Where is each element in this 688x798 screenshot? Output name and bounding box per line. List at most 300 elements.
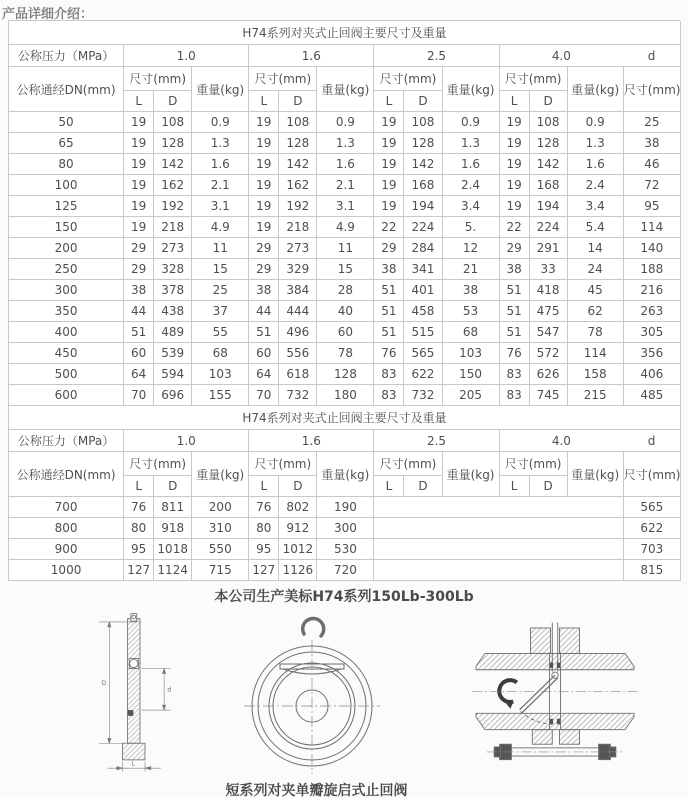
value-cell: 2.1 bbox=[317, 175, 374, 196]
l-header: L bbox=[374, 91, 404, 112]
value-cell: 19 bbox=[124, 133, 154, 154]
value-cell: 594 bbox=[154, 364, 192, 385]
table-row bbox=[9, 112, 681, 133]
value-cell: 150 bbox=[443, 364, 500, 385]
value-cell: 29 bbox=[374, 238, 404, 259]
size-header: 尺寸(mm) bbox=[374, 452, 442, 476]
value-cell: 550 bbox=[192, 539, 249, 560]
value-cell: 83 bbox=[500, 385, 530, 406]
pressure-4.0-label: 4.0 bbox=[551, 433, 571, 448]
value-cell: 128 bbox=[154, 133, 192, 154]
value-cell: 732 bbox=[279, 385, 317, 406]
pressure-2.5-cell: 2.5 bbox=[374, 430, 499, 452]
value-cell: 19 bbox=[249, 175, 279, 196]
value-cell: 11 bbox=[317, 238, 374, 259]
value-cell: 305 bbox=[624, 322, 681, 343]
dn-cell: 600 bbox=[9, 385, 124, 406]
value-cell: 22 bbox=[500, 217, 530, 238]
dn-cell: 900 bbox=[9, 539, 124, 560]
value-cell: 556 bbox=[279, 343, 317, 364]
value-cell: 218 bbox=[154, 217, 192, 238]
dn-cell: 125 bbox=[9, 196, 124, 217]
value-cell: 14 bbox=[568, 238, 624, 259]
value-cell: 37 bbox=[192, 301, 249, 322]
value-cell: 378 bbox=[154, 280, 192, 301]
value-cell: 19 bbox=[124, 175, 154, 196]
value-cell: 192 bbox=[279, 196, 317, 217]
value-cell: 19 bbox=[124, 154, 154, 175]
value-cell: 2.4 bbox=[568, 175, 624, 196]
value-cell: 912 bbox=[279, 518, 317, 539]
value-cell: 140 bbox=[624, 238, 681, 259]
table-row bbox=[9, 518, 681, 539]
value-cell: 1124 bbox=[154, 560, 192, 581]
value-cell: 12 bbox=[443, 238, 500, 259]
value-cell: 547 bbox=[530, 322, 568, 343]
value-cell: 95 bbox=[124, 539, 154, 560]
value-cell: 3.4 bbox=[568, 196, 624, 217]
table-row bbox=[9, 539, 681, 560]
value-cell: 55 bbox=[192, 322, 249, 343]
value-cell: 815 bbox=[624, 560, 681, 581]
value-cell: 356 bbox=[624, 343, 681, 364]
dn-cell: 150 bbox=[9, 217, 124, 238]
dn-cell: 450 bbox=[9, 343, 124, 364]
value-cell: 60 bbox=[317, 322, 374, 343]
dn-cell: 350 bbox=[9, 301, 124, 322]
dn-cell: 1000 bbox=[9, 560, 124, 581]
value-cell: 168 bbox=[404, 175, 442, 196]
value-cell: 515 bbox=[404, 322, 442, 343]
table-row bbox=[9, 217, 681, 238]
value-cell: 44 bbox=[124, 301, 154, 322]
value-cell: 19 bbox=[249, 112, 279, 133]
size-header: 尺寸(mm) bbox=[374, 67, 442, 91]
dn-label-cell: 公称通经DN(mm) bbox=[9, 67, 124, 112]
value-cell: 155 bbox=[192, 385, 249, 406]
weight-header: 重量(kg) bbox=[317, 452, 374, 497]
value-cell: 25 bbox=[624, 112, 681, 133]
value-cell: 38 bbox=[443, 280, 500, 301]
dn-cell: 200 bbox=[9, 238, 124, 259]
d-header: D bbox=[404, 476, 442, 497]
value-cell: 29 bbox=[124, 238, 154, 259]
value-cell: 28 bbox=[317, 280, 374, 301]
value-cell: 19 bbox=[374, 196, 404, 217]
value-cell: 29 bbox=[249, 259, 279, 280]
value-cell: 38 bbox=[624, 133, 681, 154]
valve-front-view-drawing bbox=[236, 608, 388, 778]
value-cell: 19 bbox=[500, 154, 530, 175]
value-cell: 29 bbox=[249, 238, 279, 259]
dimension-table-2 bbox=[9, 406, 681, 581]
value-cell: 38 bbox=[124, 280, 154, 301]
size-header: 尺寸(mm) bbox=[500, 67, 568, 91]
pressure-label-cell: 公称压力（MPa） bbox=[9, 45, 124, 67]
value-cell: 33 bbox=[530, 259, 568, 280]
table-title: H74系列对夹式止回阀主要尺寸及重量 bbox=[9, 406, 681, 430]
value-cell: 1126 bbox=[279, 560, 317, 581]
value-cell: 1.6 bbox=[317, 154, 374, 175]
value-cell: 127 bbox=[124, 560, 154, 581]
value-cell: 162 bbox=[279, 175, 317, 196]
value-cell: 24 bbox=[568, 259, 624, 280]
dn-cell: 250 bbox=[9, 259, 124, 280]
table-row bbox=[9, 175, 681, 196]
value-cell: 76 bbox=[249, 497, 279, 518]
weight-header: 重量(kg) bbox=[568, 67, 624, 112]
value-cell: 76 bbox=[500, 343, 530, 364]
value-cell: 539 bbox=[154, 343, 192, 364]
value-cell: 19 bbox=[500, 196, 530, 217]
d-header: D bbox=[279, 476, 317, 497]
drawings-heading: 本公司生产美标H74系列150Lb-300Lb bbox=[214, 589, 474, 605]
value-cell: 142 bbox=[530, 154, 568, 175]
value-cell: 1012 bbox=[279, 539, 317, 560]
value-cell: 192 bbox=[154, 196, 192, 217]
value-cell: 329 bbox=[279, 259, 317, 280]
value-cell: 745 bbox=[530, 385, 568, 406]
value-cell: 62 bbox=[568, 301, 624, 322]
value-cell: 15 bbox=[317, 259, 374, 280]
table-row bbox=[9, 133, 681, 154]
header-size-row bbox=[9, 452, 681, 476]
value-cell: 696 bbox=[154, 385, 192, 406]
dn-cell: 100 bbox=[9, 175, 124, 196]
table-row bbox=[9, 280, 681, 301]
weight-header: 重量(kg) bbox=[443, 67, 500, 112]
value-cell: 626 bbox=[530, 364, 568, 385]
value-cell: 114 bbox=[568, 343, 624, 364]
dn-cell: 500 bbox=[9, 364, 124, 385]
value-cell: 108 bbox=[530, 112, 568, 133]
value-cell: 1.3 bbox=[192, 133, 249, 154]
value-cell: 4.9 bbox=[317, 217, 374, 238]
value-cell: 53 bbox=[443, 301, 500, 322]
dn-cell: 800 bbox=[9, 518, 124, 539]
value-cell: 263 bbox=[624, 301, 681, 322]
value-cell: 128 bbox=[317, 364, 374, 385]
value-cell: 38 bbox=[249, 280, 279, 301]
value-cell: 720 bbox=[317, 560, 374, 581]
value-cell: 194 bbox=[530, 196, 568, 217]
value-cell: 51 bbox=[500, 322, 530, 343]
dn-label-cell: 公称通经DN(mm) bbox=[9, 452, 124, 497]
value-cell: 1.3 bbox=[568, 133, 624, 154]
value-cell: 108 bbox=[404, 112, 442, 133]
value-cell: 29 bbox=[500, 238, 530, 259]
table-row bbox=[9, 322, 681, 343]
value-cell: 1.3 bbox=[443, 133, 500, 154]
value-cell: 38 bbox=[374, 259, 404, 280]
table-body bbox=[9, 112, 681, 406]
value-cell: 19 bbox=[124, 112, 154, 133]
pressure-1.6-cell: 1.6 bbox=[249, 45, 374, 67]
size-header: 尺寸(mm) bbox=[124, 452, 192, 476]
value-cell: 83 bbox=[500, 364, 530, 385]
value-cell: 142 bbox=[279, 154, 317, 175]
value-cell: 64 bbox=[249, 364, 279, 385]
value-cell: 496 bbox=[279, 322, 317, 343]
value-cell: 103 bbox=[192, 364, 249, 385]
value-cell: 83 bbox=[374, 385, 404, 406]
value-cell: 190 bbox=[317, 497, 374, 518]
dn-cell: 65 bbox=[9, 133, 124, 154]
value-cell: 291 bbox=[530, 238, 568, 259]
value-cell: 51 bbox=[124, 322, 154, 343]
value-cell: 418 bbox=[530, 280, 568, 301]
value-cell: 162 bbox=[154, 175, 192, 196]
dn-cell: 400 bbox=[9, 322, 124, 343]
pressure-4.0-label: 4.0 bbox=[551, 48, 571, 63]
value-cell: 406 bbox=[624, 364, 681, 385]
value-cell: 2.1 bbox=[192, 175, 249, 196]
table-row bbox=[9, 238, 681, 259]
value-cell: 216 bbox=[624, 280, 681, 301]
value-cell: 25 bbox=[192, 280, 249, 301]
table-row bbox=[9, 301, 681, 322]
valve-side-section-drawing bbox=[80, 612, 210, 774]
value-cell: 78 bbox=[568, 322, 624, 343]
value-cell: 918 bbox=[154, 518, 192, 539]
value-cell: 80 bbox=[124, 518, 154, 539]
pressure-1.0-cell: 1.0 bbox=[124, 430, 249, 452]
value-cell: 21 bbox=[443, 259, 500, 280]
value-cell: 108 bbox=[154, 112, 192, 133]
table-row bbox=[9, 196, 681, 217]
value-cell: 19 bbox=[374, 133, 404, 154]
value-cell: 1.6 bbox=[443, 154, 500, 175]
value-cell: 0.9 bbox=[317, 112, 374, 133]
value-cell: 168 bbox=[530, 175, 568, 196]
value-cell: 83 bbox=[374, 364, 404, 385]
value-cell: 108 bbox=[279, 112, 317, 133]
value-cell: 224 bbox=[404, 217, 442, 238]
value-cell: 127 bbox=[249, 560, 279, 581]
spec-tables-container bbox=[8, 20, 680, 581]
value-cell: 19 bbox=[249, 154, 279, 175]
value-cell: 51 bbox=[374, 280, 404, 301]
value-cell bbox=[374, 560, 623, 581]
header-pressure-row bbox=[9, 45, 681, 67]
value-cell: 1.3 bbox=[317, 133, 374, 154]
l-header: L bbox=[249, 91, 279, 112]
value-cell: 51 bbox=[374, 301, 404, 322]
l-header: L bbox=[500, 91, 530, 112]
value-cell: 622 bbox=[404, 364, 442, 385]
value-cell: 45 bbox=[568, 280, 624, 301]
d-size-header: 尺寸(mm) bbox=[624, 67, 681, 112]
weight-header: 重量(kg) bbox=[192, 452, 249, 497]
value-cell: 15 bbox=[192, 259, 249, 280]
dim-label-L: L bbox=[131, 761, 135, 768]
size-header: 尺寸(mm) bbox=[249, 67, 317, 91]
value-cell: 218 bbox=[279, 217, 317, 238]
value-cell: 300 bbox=[317, 518, 374, 539]
pressure-4.0-d-cell bbox=[500, 45, 681, 67]
value-cell: 158 bbox=[568, 364, 624, 385]
table-title-row bbox=[9, 406, 681, 430]
value-cell: 328 bbox=[154, 259, 192, 280]
table-title-row bbox=[9, 21, 681, 45]
dn-cell: 50 bbox=[9, 112, 124, 133]
size-header: 尺寸(mm) bbox=[500, 452, 568, 476]
value-cell: 1018 bbox=[154, 539, 192, 560]
value-cell: 76 bbox=[374, 343, 404, 364]
value-cell: 188 bbox=[624, 259, 681, 280]
value-cell: 622 bbox=[624, 518, 681, 539]
value-cell bbox=[374, 497, 623, 518]
value-cell: 128 bbox=[404, 133, 442, 154]
value-cell: 0.9 bbox=[192, 112, 249, 133]
value-cell: 444 bbox=[279, 301, 317, 322]
value-cell: 703 bbox=[624, 539, 681, 560]
value-cell: 40 bbox=[317, 301, 374, 322]
value-cell: 70 bbox=[124, 385, 154, 406]
value-cell: 224 bbox=[530, 217, 568, 238]
figures-row bbox=[0, 606, 688, 778]
value-cell: 180 bbox=[317, 385, 374, 406]
value-cell bbox=[374, 539, 623, 560]
value-cell: 618 bbox=[279, 364, 317, 385]
value-cell: 142 bbox=[404, 154, 442, 175]
value-cell: 200 bbox=[192, 497, 249, 518]
pressure-label-cell: 公称压力（MPa） bbox=[9, 430, 124, 452]
table-row bbox=[9, 364, 681, 385]
value-cell: 128 bbox=[530, 133, 568, 154]
value-cell: 11 bbox=[192, 238, 249, 259]
value-cell: 95 bbox=[249, 539, 279, 560]
value-cell: 802 bbox=[279, 497, 317, 518]
weight-header: 重量(kg) bbox=[568, 452, 624, 497]
value-cell: 19 bbox=[500, 175, 530, 196]
dim-label-d: d bbox=[167, 687, 172, 694]
value-cell: 19 bbox=[124, 217, 154, 238]
dimension-table-1 bbox=[9, 21, 681, 406]
value-cell: 142 bbox=[154, 154, 192, 175]
value-cell: 401 bbox=[404, 280, 442, 301]
value-cell: 565 bbox=[404, 343, 442, 364]
l-header: L bbox=[124, 476, 154, 497]
value-cell: 60 bbox=[124, 343, 154, 364]
value-cell: 46 bbox=[624, 154, 681, 175]
value-cell: 485 bbox=[624, 385, 681, 406]
value-cell: 76 bbox=[124, 497, 154, 518]
value-cell: 715 bbox=[192, 560, 249, 581]
value-cell: 78 bbox=[317, 343, 374, 364]
value-cell: 572 bbox=[530, 343, 568, 364]
value-cell: 5.4 bbox=[568, 217, 624, 238]
value-cell: 3.1 bbox=[192, 196, 249, 217]
d-header: D bbox=[530, 91, 568, 112]
value-cell: 80 bbox=[249, 518, 279, 539]
value-cell: 384 bbox=[279, 280, 317, 301]
d-header: D bbox=[154, 91, 192, 112]
value-cell: 22 bbox=[374, 217, 404, 238]
value-cell: 565 bbox=[624, 497, 681, 518]
value-cell: 19 bbox=[374, 175, 404, 196]
table-title: H74系列对夹式止回阀主要尺寸及重量 bbox=[9, 21, 681, 45]
value-cell: 19 bbox=[124, 196, 154, 217]
value-cell: 273 bbox=[279, 238, 317, 259]
value-cell: 5. bbox=[443, 217, 500, 238]
d-column-label: d bbox=[647, 433, 656, 448]
value-cell: 19 bbox=[500, 133, 530, 154]
value-cell: 68 bbox=[443, 322, 500, 343]
table-body bbox=[9, 497, 681, 581]
pressure-1.0-cell: 1.0 bbox=[124, 45, 249, 67]
drawings-caption: 短系列对夹单瓣旋启式止回阀 bbox=[225, 783, 408, 798]
pressure-2.5-cell: 2.5 bbox=[374, 45, 499, 67]
value-cell: 273 bbox=[154, 238, 192, 259]
value-cell: 341 bbox=[404, 259, 442, 280]
value-cell: 3.4 bbox=[443, 196, 500, 217]
drawings-section bbox=[0, 581, 688, 798]
table-row bbox=[9, 343, 681, 364]
value-cell: 1.6 bbox=[568, 154, 624, 175]
value-cell: 60 bbox=[249, 343, 279, 364]
table-row bbox=[9, 560, 681, 581]
value-cell: 114 bbox=[624, 217, 681, 238]
value-cell: 489 bbox=[154, 322, 192, 343]
value-cell: 0.9 bbox=[443, 112, 500, 133]
value-cell: 0.9 bbox=[568, 112, 624, 133]
value-cell: 19 bbox=[500, 112, 530, 133]
d-header: D bbox=[279, 91, 317, 112]
pressure-4.0-d-cell bbox=[500, 430, 681, 452]
value-cell: 194 bbox=[404, 196, 442, 217]
value-cell: 2.4 bbox=[443, 175, 500, 196]
value-cell: 68 bbox=[192, 343, 249, 364]
value-cell: 51 bbox=[249, 322, 279, 343]
value-cell: 4.9 bbox=[192, 217, 249, 238]
value-cell: 215 bbox=[568, 385, 624, 406]
value-cell: 530 bbox=[317, 539, 374, 560]
dn-cell: 80 bbox=[9, 154, 124, 175]
size-header: 尺寸(mm) bbox=[124, 67, 192, 91]
l-header: L bbox=[500, 476, 530, 497]
swing-direction-arrow-icon bbox=[499, 680, 517, 702]
l-header: L bbox=[124, 91, 154, 112]
value-cell: 205 bbox=[443, 385, 500, 406]
value-cell: 19 bbox=[374, 112, 404, 133]
pressure-1.6-cell: 1.6 bbox=[249, 430, 374, 452]
dn-cell: 700 bbox=[9, 497, 124, 518]
dn-cell: 300 bbox=[9, 280, 124, 301]
header-size-row bbox=[9, 67, 681, 91]
value-cell: 51 bbox=[374, 322, 404, 343]
weight-header: 重量(kg) bbox=[192, 67, 249, 112]
table-row bbox=[9, 497, 681, 518]
value-cell: 51 bbox=[500, 280, 530, 301]
d-size-header: 尺寸(mm) bbox=[624, 452, 681, 497]
value-cell bbox=[374, 518, 623, 539]
l-header: L bbox=[249, 476, 279, 497]
table-row bbox=[9, 154, 681, 175]
value-cell: 19 bbox=[374, 154, 404, 175]
value-cell: 70 bbox=[249, 385, 279, 406]
value-cell: 310 bbox=[192, 518, 249, 539]
value-cell: 458 bbox=[404, 301, 442, 322]
value-cell: 19 bbox=[249, 196, 279, 217]
value-cell: 72 bbox=[624, 175, 681, 196]
lifting-hook-icon bbox=[303, 618, 324, 636]
value-cell: 732 bbox=[404, 385, 442, 406]
value-cell: 128 bbox=[279, 133, 317, 154]
d-header: D bbox=[154, 476, 192, 497]
value-cell: 95 bbox=[624, 196, 681, 217]
value-cell: 284 bbox=[404, 238, 442, 259]
